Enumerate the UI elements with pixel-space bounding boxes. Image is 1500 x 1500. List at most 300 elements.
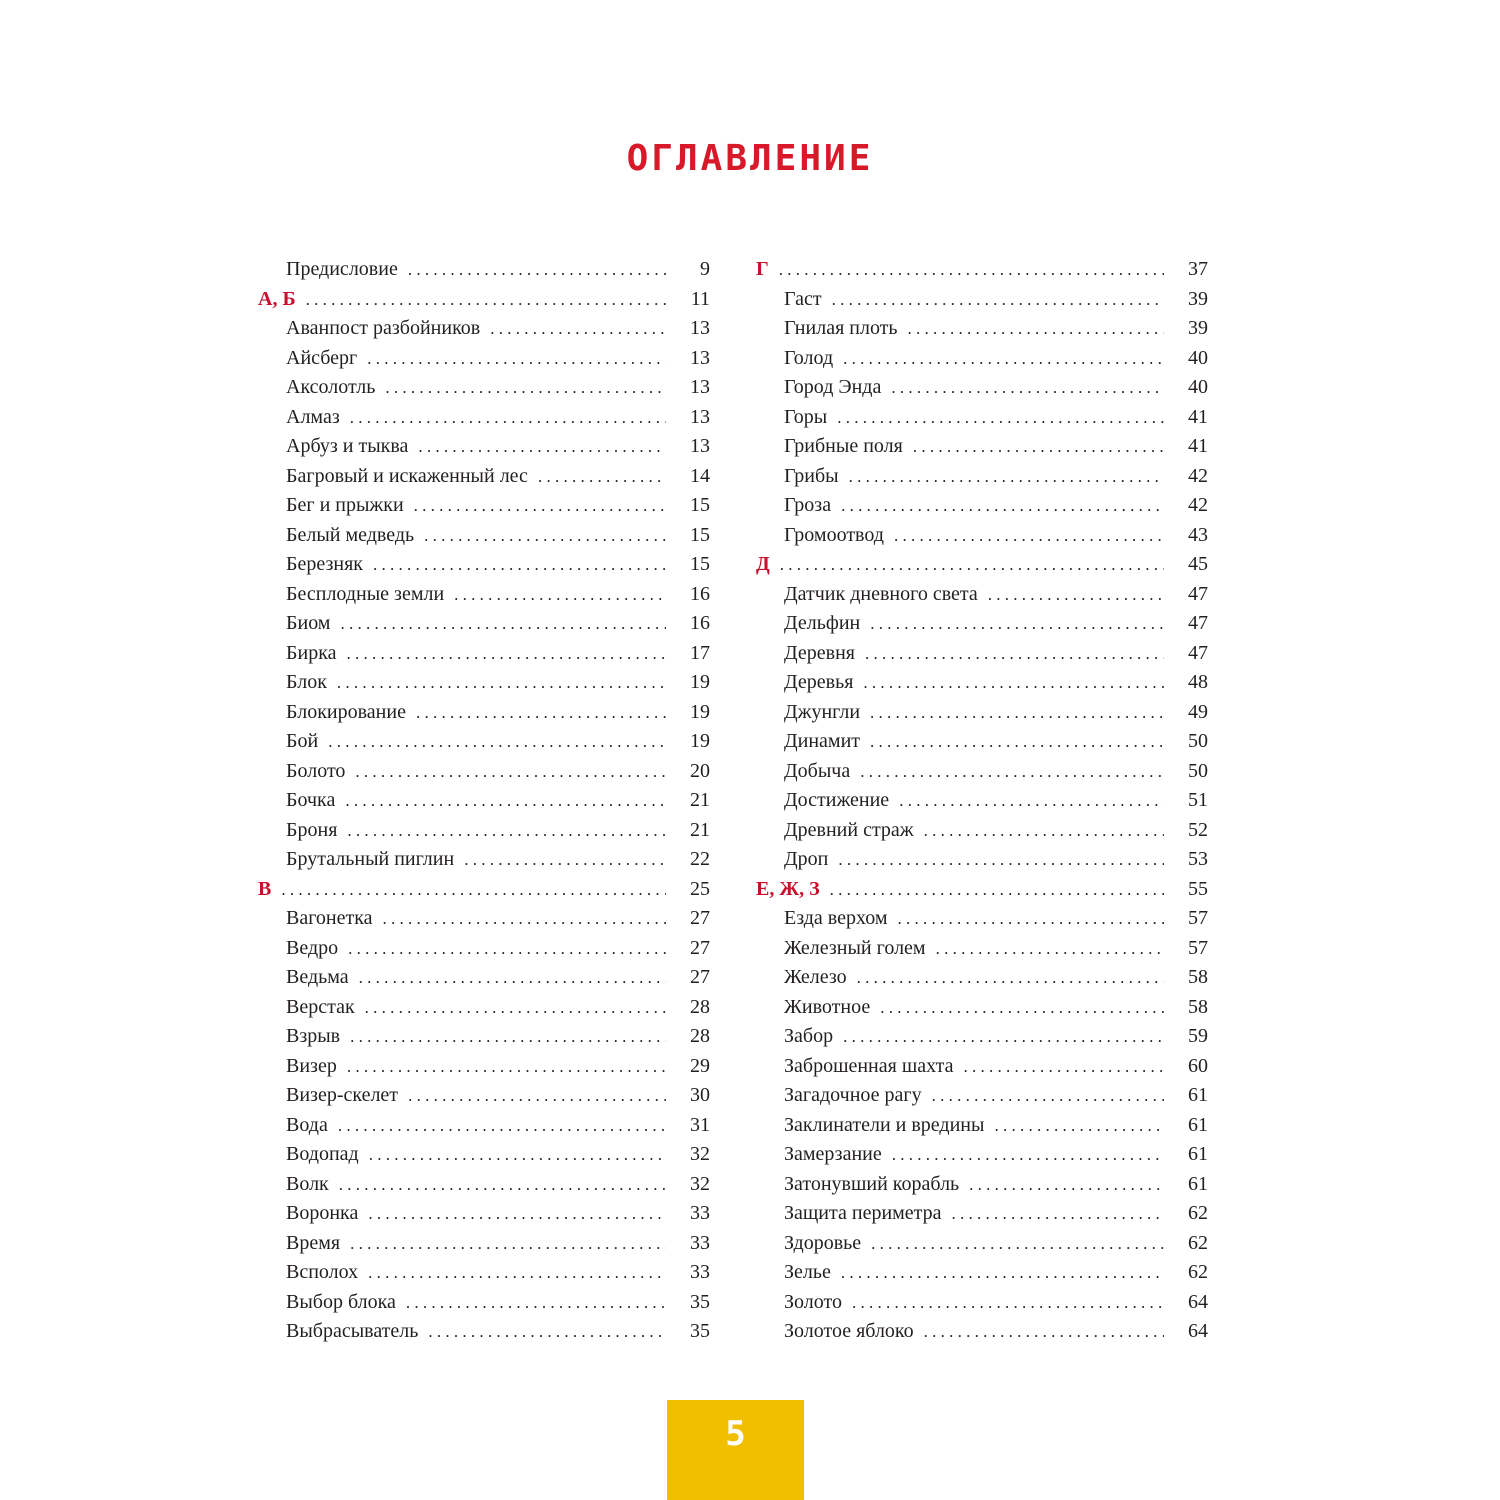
toc-entry-page: 60 [1188,1054,1208,1077]
toc-entry-page: 55 [1188,877,1208,900]
toc-leader-dots [832,285,1164,315]
toc-entry[interactable] [756,1229,1208,1259]
toc-entry-page: 13 [690,376,710,398]
toc-section-heading[interactable] [756,550,1208,580]
toc-leader-dots [969,1170,1164,1200]
toc-entry[interactable] [756,757,1208,787]
toc-entry[interactable] [258,521,710,551]
toc-entry[interactable] [756,1052,1208,1082]
toc-entry-label: Выбрасыватель [286,1320,419,1342]
toc-entry-label: Затонувший корабль [784,1172,960,1195]
toc-entry-page: 37 [1188,258,1208,280]
toc-leader-dots [908,314,1164,344]
toc-entry-page: 61 [1188,1172,1208,1195]
toc-entry[interactable] [756,432,1208,462]
toc-entry-label: Город Энда [784,376,882,398]
toc-entry-page: 62 [1188,1202,1208,1224]
toc-entry-page: 40 [1188,376,1208,398]
toc-leader-dots [870,609,1164,639]
toc-leader-dots [408,255,666,285]
toc-section-heading[interactable] [756,255,1208,285]
toc-entry-label: Предисловие [286,258,398,280]
toc-leader-dots [924,816,1164,846]
toc-entry-page: 33 [690,1202,710,1224]
toc-entry[interactable] [756,993,1208,1023]
toc-entry[interactable] [756,845,1208,875]
toc-entry-page: 57 [1188,907,1208,929]
toc-entry-page: 47 [1188,612,1208,634]
toc-leader-dots [347,816,666,846]
toc-entry-page: 50 [1188,730,1208,752]
toc-leader-dots [367,344,666,374]
toc-entry-label: Заклинатели и вредины [784,1113,985,1136]
toc-entry-label: Бой [286,730,319,752]
toc-entry-label: Животное [784,995,871,1018]
toc-entry[interactable] [756,934,1208,964]
toc-entry-label: Золотое яблоко [784,1320,914,1342]
toc-leader-dots [418,432,666,462]
toc-entry-label: Заброшенная шахта [784,1054,954,1077]
toc-leader-dots [894,521,1164,551]
toc-section-heading[interactable] [756,875,1208,905]
toc-entry-page: 41 [1188,405,1208,428]
toc-entry-label: Блокирование [286,700,406,723]
toc-entry-label: Броня [286,818,338,841]
toc-entry[interactable] [756,609,1208,639]
toc-entry[interactable] [258,580,710,610]
toc-entry-page: 16 [690,612,710,634]
toc-entry-label: Визер [286,1054,337,1077]
toc-entry[interactable] [756,727,1208,757]
toc-entry-page: 28 [690,1025,710,1047]
toc-entry[interactable] [258,609,710,639]
toc-entry[interactable] [258,698,710,728]
toc-entry-page: 47 [1188,641,1208,664]
toc-leader-dots [368,1258,666,1288]
toc-leader-dots [337,668,666,698]
toc-entry[interactable] [258,550,710,580]
toc-entry-label: Деревня [784,641,855,664]
toc-entry-page: 53 [1188,848,1208,870]
toc-entry[interactable] [756,1317,1208,1347]
toc-entry[interactable] [756,698,1208,728]
toc-entry-page: 41 [1188,435,1208,457]
toc-entry-page: 61 [1188,1113,1208,1136]
toc-entry-label: Брутальный пиглин [286,848,455,870]
toc-leader-dots [849,462,1164,492]
toc-entry-label: Арбуз и тыква [286,435,409,457]
toc-entry-page: 15 [690,494,710,516]
toc-section-heading[interactable] [258,285,710,315]
toc-leader-dots [365,993,666,1023]
toc-leader-dots [892,1140,1164,1170]
toc-entry[interactable] [756,285,1208,315]
toc-entry[interactable] [756,904,1208,934]
toc-entry[interactable] [258,1317,710,1347]
toc-entry-page: 33 [690,1231,710,1254]
toc-entry-page: 35 [690,1290,710,1313]
toc-entry-label: Железо [784,966,847,988]
toc-entry-label: Грибные поля [784,435,903,457]
toc-entry-label: Гаст [784,287,822,310]
toc-entry-page: 17 [690,641,710,664]
toc-entry-label: Датчик дневного света [784,582,978,605]
toc-entry-label: Динамит [784,730,861,752]
toc-entry[interactable] [258,845,710,875]
toc-entry-page: 32 [690,1143,710,1165]
toc-entry[interactable] [258,1081,710,1111]
toc-entry-label: Горы [784,405,828,428]
toc-entry[interactable] [258,904,710,934]
toc-entry-label: Бег и прыжки [286,494,404,516]
toc-entry-page: 58 [1188,966,1208,988]
toc-leader-dots [368,1199,666,1229]
toc-leader-dots [841,1258,1164,1288]
toc-entry[interactable] [756,1022,1208,1052]
toc-entry-label: Вагонетка [286,907,373,929]
toc-entry[interactable] [258,255,710,285]
toc-leader-dots [385,373,666,403]
toc-entry-page: 33 [690,1261,710,1283]
toc-leader-dots [369,1140,666,1170]
toc-entry-page: 27 [690,966,710,988]
toc-entry-page: 16 [690,582,710,605]
toc-entry[interactable] [756,786,1208,816]
toc-entry-page: 13 [690,435,710,457]
toc-leader-dots [350,403,666,433]
toc-entry-page: 13 [690,405,710,428]
toc-entry[interactable] [756,491,1208,521]
toc-entry[interactable] [258,757,710,787]
toc-entry-label: Достижение [784,789,890,811]
toc-entry[interactable] [756,462,1208,492]
toc-entry-label: Громоотвод [784,523,884,546]
toc-entry[interactable] [756,373,1208,403]
toc-entry[interactable] [756,1288,1208,1318]
toc-entry[interactable] [258,373,710,403]
toc-entry[interactable] [258,934,710,964]
toc-entry[interactable] [756,1258,1208,1288]
toc-leader-dots [860,757,1164,787]
toc-entry-page: 15 [690,523,710,546]
toc-entry-page: 14 [690,464,710,487]
toc-entry-label: Гнилая плоть [784,317,898,339]
toc-entry-page: 51 [1188,789,1208,811]
toc-leader-dots [406,1288,666,1318]
toc-entry[interactable] [258,1170,710,1200]
toc-leader-dots [328,727,666,757]
toc-leader-dots [414,491,666,521]
toc-entry[interactable] [258,314,710,344]
toc-entry-label: Биом [286,612,331,634]
toc-entry-label: Золото [784,1290,842,1313]
toc-leader-dots [408,1081,666,1111]
toc-entry-label: Дроп [784,848,829,870]
toc-entry-label: Д [756,553,770,575]
toc-entry-label: Айсберг [286,346,358,369]
toc-entry-label: Бочка [286,789,336,811]
toc-entry[interactable] [756,344,1208,374]
toc-leader-dots [838,845,1164,875]
toc-leader-dots [490,314,666,344]
toc-entry-page: 15 [690,553,710,575]
toc-leader-dots [994,1111,1164,1141]
toc-entry-page: 57 [1188,936,1208,959]
toc-entry[interactable] [756,521,1208,551]
toc-entry-label: Аксолотль [286,376,376,398]
toc-leader-dots [373,550,666,580]
toc-entry-page: 64 [1188,1320,1208,1342]
toc-entry-page: 19 [690,700,710,723]
toc-entry-label: Ведро [286,936,339,959]
toc-leader-dots [870,698,1164,728]
toc-entry-page: 48 [1188,671,1208,693]
toc-leader-dots [359,963,666,993]
toc-leader-dots [281,875,666,905]
toc-entry-label: Железный голем [784,936,926,959]
toc-entry-label: Верстак [286,995,355,1018]
toc-entry-label: Езда верхом [784,907,888,929]
toc-entry[interactable] [756,1140,1208,1170]
toc-entry[interactable] [258,1288,710,1318]
toc-leader-dots [843,344,1164,374]
toc-entry[interactable] [756,403,1208,433]
toc-entry[interactable] [258,1052,710,1082]
toc-entry[interactable] [258,1199,710,1229]
toc-entry[interactable] [258,668,710,698]
toc-entry[interactable] [258,462,710,492]
toc-leader-dots [355,757,666,787]
toc-entry-page: 13 [690,346,710,369]
toc-entry-page: 40 [1188,346,1208,369]
toc-leader-dots [936,934,1164,964]
toc-leader-dots [880,993,1164,1023]
toc-entry[interactable] [756,314,1208,344]
toc-column-left [258,255,710,1347]
toc-entry-page: 42 [1188,494,1208,516]
toc-entry-label: Голод [784,346,834,369]
toc-entry-page: 35 [690,1320,710,1342]
toc-entry[interactable] [258,344,710,374]
toc-entry-label: Аванпост разбойников [286,317,481,339]
toc-entry[interactable] [258,1022,710,1052]
toc-entry-label: Воронка [286,1202,359,1224]
toc-entry-label: Ведьма [286,966,349,988]
toc-leader-dots [963,1052,1164,1082]
toc-entry-page: 13 [690,317,710,339]
toc-entry-page: 49 [1188,700,1208,723]
toc-entry-label: Болото [286,759,346,782]
toc-leader-dots [340,609,666,639]
toc-entry-label: Волк [286,1172,329,1195]
toc-entry-page: 9 [700,258,710,280]
toc-entry[interactable] [258,432,710,462]
toc-entry-label: Вода [286,1113,328,1136]
toc-entry-page: 30 [690,1084,710,1106]
toc-leader-dots [988,580,1164,610]
page-number-box [667,1400,804,1500]
toc-entry-page: 31 [690,1113,710,1136]
toc-entry-label: В [258,877,272,900]
toc-entry-page: 45 [1188,553,1208,575]
toc-entry-label: Защита периметра [784,1202,942,1224]
toc-leader-dots [428,1317,666,1347]
toc-leader-dots [952,1199,1164,1229]
toc-entry[interactable] [258,639,710,669]
toc-entry-page: 58 [1188,995,1208,1018]
toc-entry-label: Всполох [286,1261,359,1283]
toc-entry-label: Визер-скелет [286,1084,399,1106]
toc-entry-page: 28 [690,995,710,1018]
toc-entry[interactable] [756,963,1208,993]
toc-section-heading[interactable] [258,875,710,905]
toc-entry-label: Замерзание [784,1143,882,1165]
toc-leader-dots [424,521,666,551]
toc-entry-label: Бирка [286,641,337,664]
toc-entry[interactable] [258,403,710,433]
toc-entry-page: 61 [1188,1084,1208,1106]
toc-entry-page: 22 [690,848,710,870]
toc-leader-dots [779,255,1164,285]
toc-entry[interactable] [258,963,710,993]
toc-entry-page: 39 [1188,287,1208,310]
toc-entry[interactable] [258,727,710,757]
page-title: ОГЛАВЛЕНИЕ [626,138,874,179]
page-number: 5 [725,1414,746,1454]
toc-entry-label: Здоровье [784,1231,862,1254]
toc-entry-label: Дельфин [784,612,861,634]
toc-entry-page: 19 [690,730,710,752]
toc-leader-dots [350,1229,666,1259]
toc-entry-label: Е, Ж, З [756,877,820,900]
toc-leader-dots [306,285,666,315]
toc-leader-dots [913,432,1164,462]
toc-entry-page: 21 [690,818,710,841]
toc-leader-dots [350,1022,666,1052]
toc-column-right [756,255,1208,1347]
toc-leader-dots [852,1288,1164,1318]
toc-entry-page: 50 [1188,759,1208,782]
toc-entry-label: Деревья [784,671,854,693]
toc-entry[interactable] [756,668,1208,698]
toc-leader-dots [899,786,1164,816]
toc-entry-label: Багровый и искаженный лес [286,464,528,487]
toc-entry-page: 42 [1188,464,1208,487]
toc-entry-page: 29 [690,1054,710,1077]
toc-entry-page: 27 [690,936,710,959]
toc-entry-label: Время [286,1231,341,1254]
toc-entry[interactable] [258,993,710,1023]
toc-entry-label: Добыча [784,759,851,782]
toc-entry-label: Джунгли [784,700,861,723]
toc-entry[interactable] [258,491,710,521]
toc-leader-dots [338,1111,666,1141]
toc-entry[interactable] [258,1229,710,1259]
toc-leader-dots [416,698,666,728]
toc-entry-page: 25 [690,877,710,900]
toc-entry-page: 20 [690,759,710,782]
toc-entry-page: 21 [690,789,710,811]
toc-entry-page: 47 [1188,582,1208,605]
toc-leader-dots [830,875,1164,905]
toc-leader-dots [538,462,666,492]
toc-entry[interactable] [756,1170,1208,1200]
toc-leader-dots [454,580,666,610]
toc-leader-dots [345,786,666,816]
toc-entry-label: Водопад [286,1143,359,1165]
toc-leader-dots [871,1229,1164,1259]
toc-entry-label: Выбор блока [286,1290,396,1313]
toc-entry-page: 62 [1188,1231,1208,1254]
toc-entry[interactable] [756,1199,1208,1229]
toc-entry-label: Древний страж [784,818,914,841]
toc-entry-label: А, Б [258,287,296,310]
toc-entry-label: Гроза [784,494,832,516]
toc-entry-page: 19 [690,671,710,693]
toc-entry[interactable] [258,786,710,816]
toc-leader-dots [780,550,1164,580]
toc-leader-dots [347,1052,666,1082]
toc-entry-label: Зелье [784,1261,831,1283]
toc-leader-dots [870,727,1164,757]
toc-leader-dots [841,491,1164,521]
toc-leader-dots [346,639,666,669]
toc-entry-label: Г [756,258,769,280]
toc-leader-dots [932,1081,1164,1111]
toc-entry[interactable] [756,816,1208,846]
toc-entry[interactable] [756,1081,1208,1111]
toc-entry[interactable] [258,1140,710,1170]
toc-entry-label: Загадочное рагу [784,1084,922,1106]
toc-entry-page: 59 [1188,1025,1208,1047]
toc-entry[interactable] [756,1111,1208,1141]
toc-entry-page: 39 [1188,317,1208,339]
toc-leader-dots [891,373,1164,403]
toc-leader-dots [383,904,666,934]
toc-leader-dots [837,403,1164,433]
toc-leader-dots [863,668,1164,698]
toc-entry-page: 64 [1188,1290,1208,1313]
toc-leader-dots [857,963,1164,993]
toc-leader-dots [339,1170,666,1200]
toc-entry-label: Блок [286,671,327,693]
toc-entry[interactable] [756,639,1208,669]
toc-entry-label: Белый медведь [286,523,415,546]
toc-entry[interactable] [258,816,710,846]
toc-leader-dots [924,1317,1164,1347]
toc-leader-dots [348,934,666,964]
toc-entry[interactable] [258,1258,710,1288]
toc-entry-label: Грибы [784,464,839,487]
toc-entry[interactable] [258,1111,710,1141]
toc-entry-label: Бесплодные земли [286,582,445,605]
toc-leader-dots [898,904,1164,934]
toc-entry-page: 61 [1188,1143,1208,1165]
toc-entry-label: Березняк [286,553,364,575]
toc-leader-dots [865,639,1164,669]
toc-entry-label: Забор [784,1025,834,1047]
toc-entry-page: 52 [1188,818,1208,841]
toc-entry-page: 62 [1188,1261,1208,1283]
toc-entry-page: 11 [690,287,710,310]
toc-entry-page: 32 [690,1172,710,1195]
toc-leader-dots [843,1022,1164,1052]
toc-entry-page: 43 [1188,523,1208,546]
toc-entry-label: Алмаз [286,405,340,428]
toc-entry[interactable] [756,580,1208,610]
toc-entry-page: 27 [690,907,710,929]
toc-entry-label: Взрыв [286,1025,341,1047]
